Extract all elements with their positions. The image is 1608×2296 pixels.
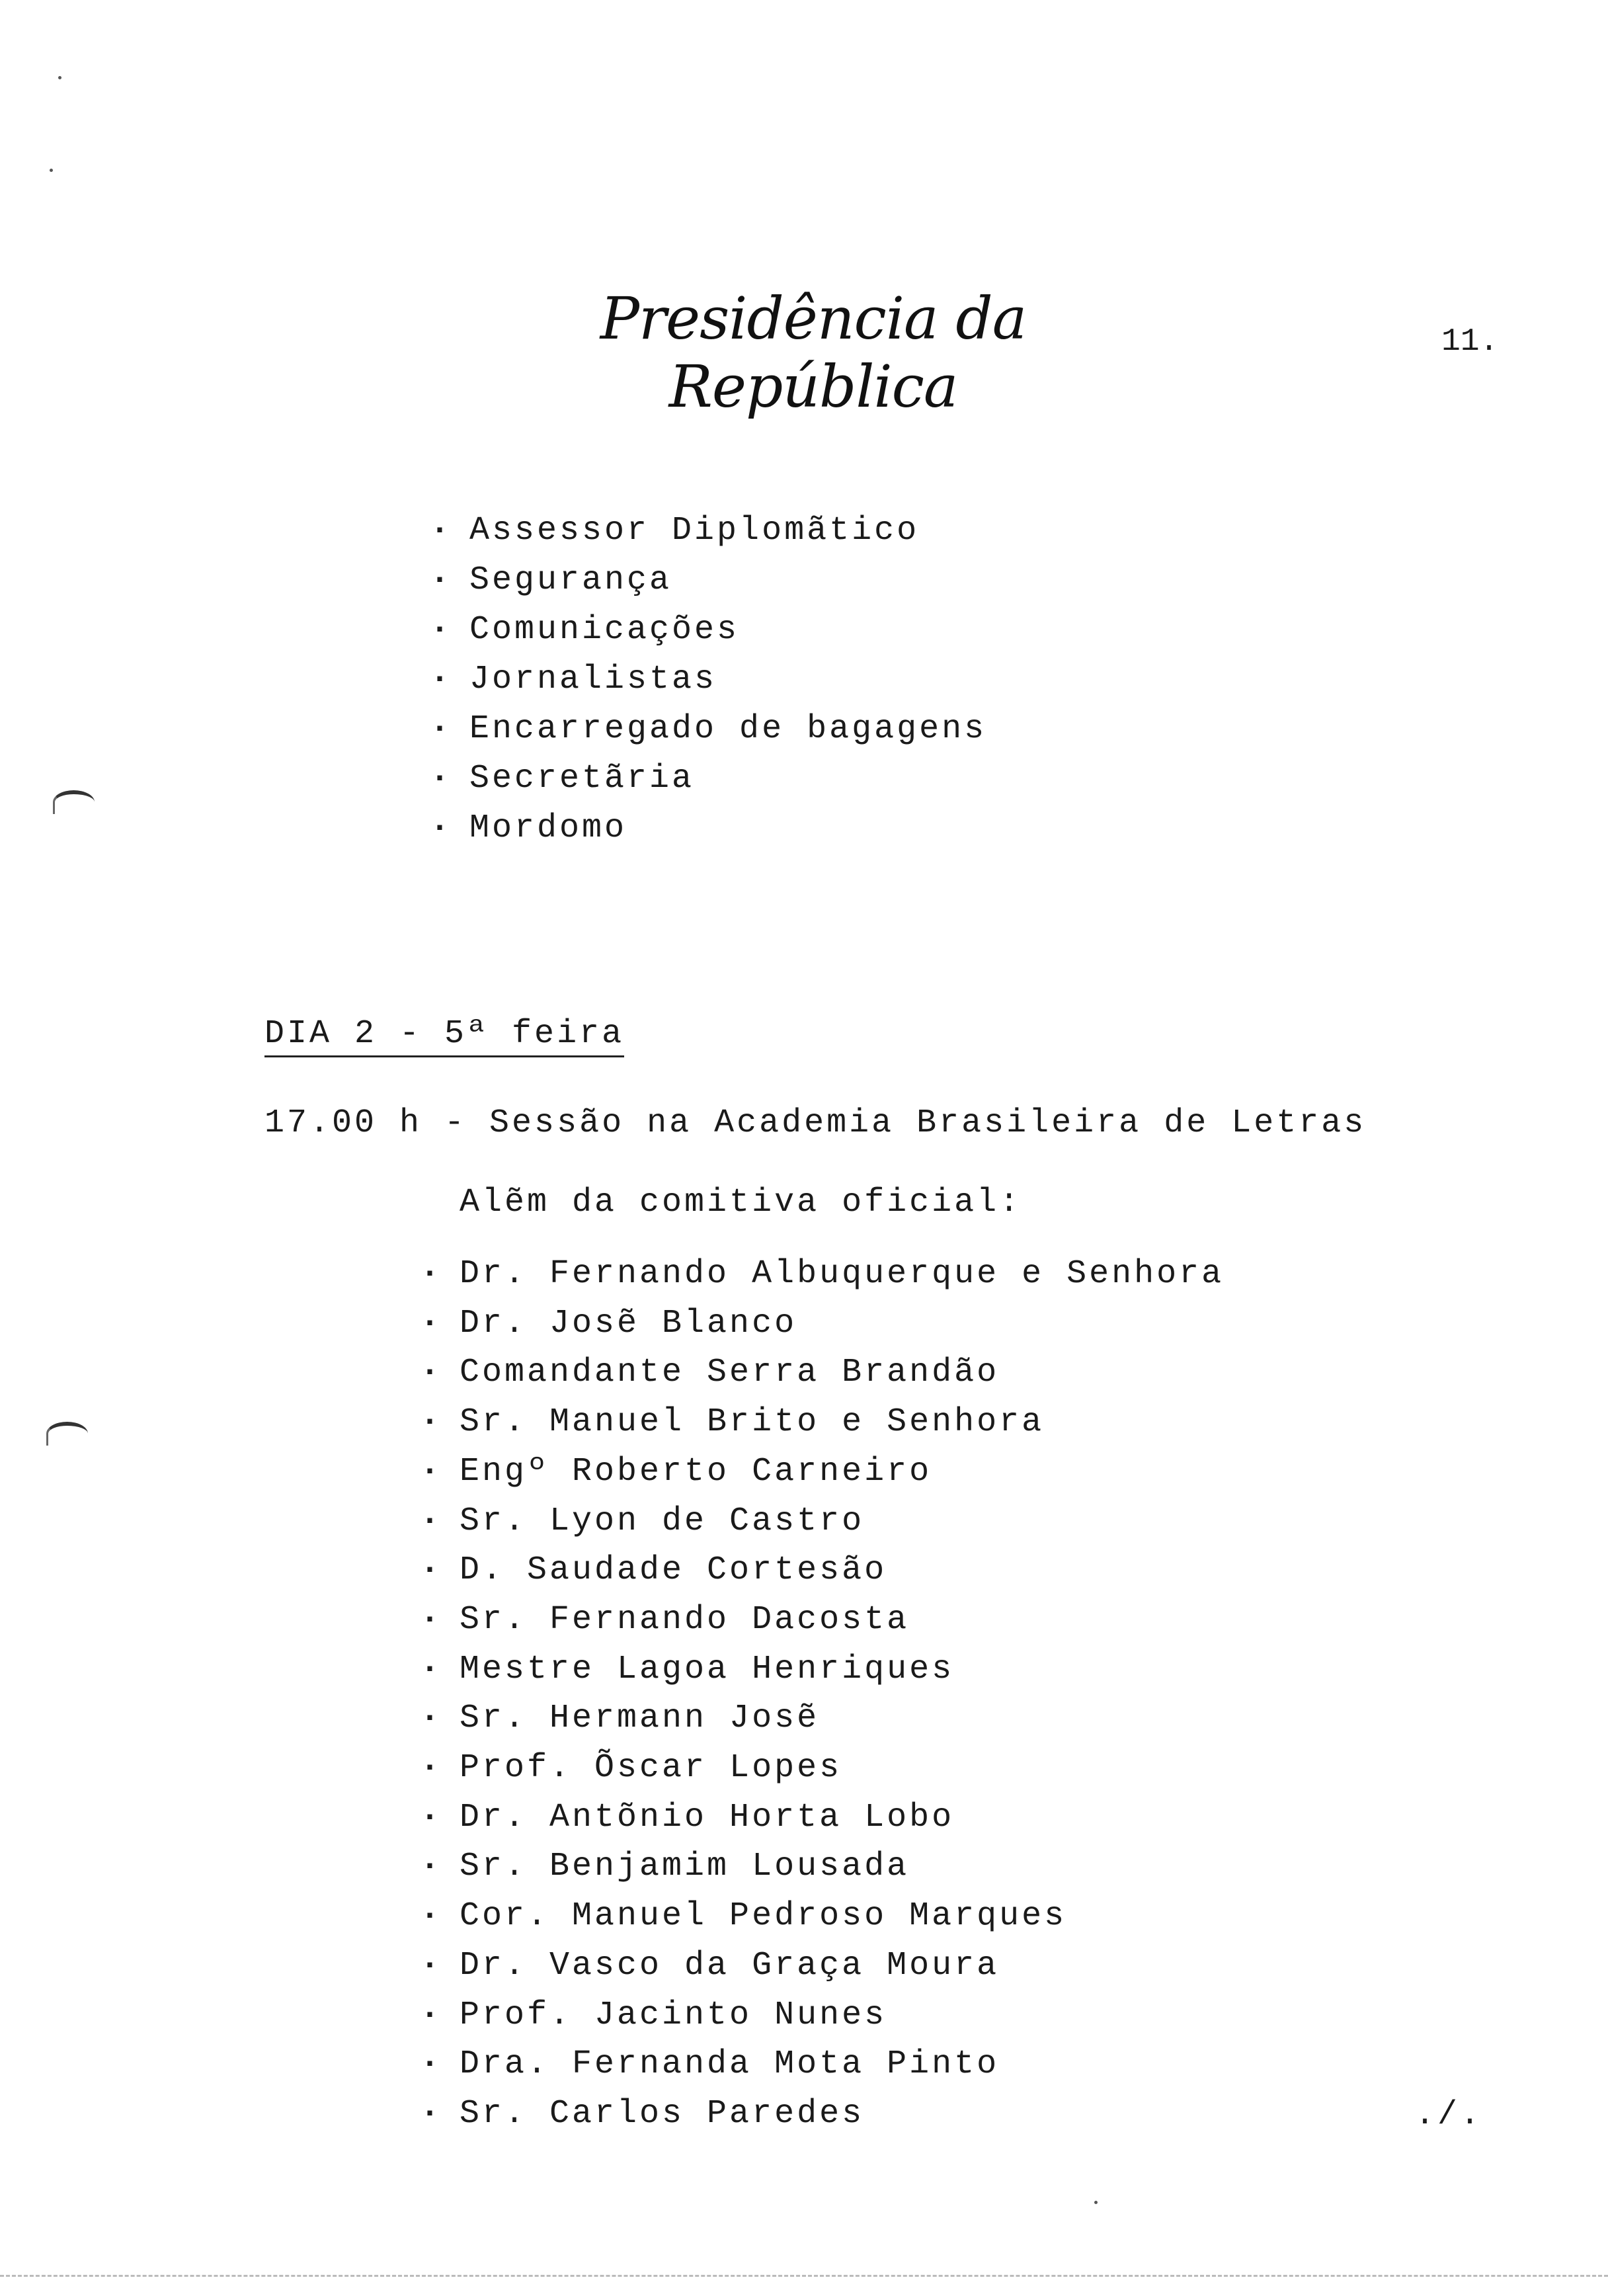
list-item: · Dr. Fernando Albuquerque e Senhora [420, 1250, 1224, 1299]
list-item: · Sr. Benjamim Lousada [420, 1842, 1224, 1892]
list-item: · Secretãria [430, 754, 986, 803]
scan-edge-line [0, 2275, 1608, 2277]
staff-list [430, 506, 986, 853]
scan-speck [50, 169, 53, 172]
guests-subheading: Alẽm da comitiva oficial: [460, 1184, 1022, 1221]
scan-speck [58, 76, 61, 79]
scan-speck [1094, 2201, 1098, 2204]
list-item: · Dra. Fernanda Mota Pinto [420, 2040, 1224, 2090]
list-item: · Prof. Jacinto Nunes [420, 1991, 1224, 2041]
list-item: · Sr. Hermann Josẽ [420, 1694, 1224, 1744]
list-item: · Dr. Josẽ Blanco [420, 1299, 1224, 1349]
list-item: · Engº Roberto Carneiro [420, 1448, 1224, 1497]
list-item: · Sr. Lyon de Castro [420, 1497, 1224, 1547]
list-item: · Jornalistas [430, 655, 986, 704]
list-item: · Sr. Manuel Brito e Senhora [420, 1398, 1224, 1448]
punch-hole-mark [53, 790, 95, 814]
list-item: · Encarregado de bagagens [430, 704, 986, 754]
list-item: · Segurança [430, 555, 986, 605]
list-item: · Assessor Diplomãtico [430, 506, 986, 555]
list-item: · Comandante Serra Brandão [420, 1348, 1224, 1398]
session-line: 17.00 h - Sessão na Academia Brasileira de Letras [264, 1104, 1367, 1142]
list-item: · D. Saudade Cortesão [420, 1546, 1224, 1596]
list-item: · Comunicações [430, 605, 986, 655]
list-item: · Cor. Manuel Pedroso Marques [420, 1892, 1224, 1942]
list-item: · Prof. Õscar Lopes [420, 1744, 1224, 1793]
guest-list [420, 1250, 1224, 2139]
list-item: · Sr. Fernando Dacosta [420, 1596, 1224, 1645]
letterhead-title: Presidência da República [600, 284, 1027, 421]
list-item: · Dr. Antõnio Horta Lobo [420, 1793, 1224, 1843]
page-number: 11. [1441, 324, 1499, 360]
continuation-mark: ./. [1415, 2096, 1483, 2134]
list-item: · Sr. Carlos Paredes [420, 2090, 1224, 2139]
punch-hole-mark [46, 1422, 88, 1446]
list-item: · Mordomo [430, 803, 986, 853]
list-item: · Dr. Vasco da Graça Moura [420, 1942, 1224, 1991]
day-heading: DIA 2 - 5ª feira [264, 1015, 624, 1057]
list-item: · Mestre Lagoa Henriques [420, 1645, 1224, 1695]
